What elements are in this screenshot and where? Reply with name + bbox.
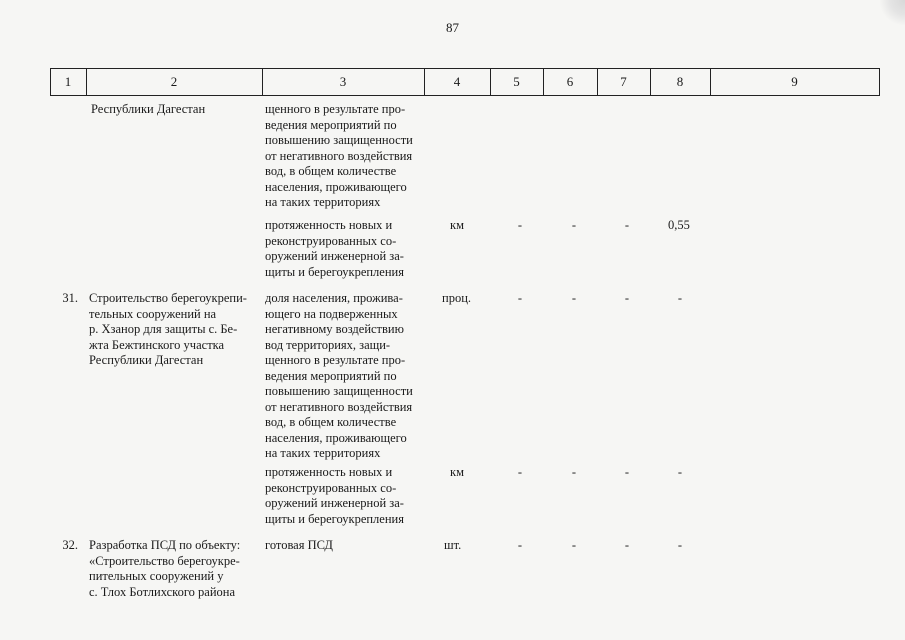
row-number: 32. <box>62 538 78 552</box>
row-name: Разработка ПСД по объекту: «Строительство берегоукре- пительных сооружений у с. Тлох Ботлихского района <box>89 538 241 599</box>
value-cell: - <box>624 538 630 552</box>
value-cell: - <box>517 465 523 479</box>
row-name: Республики Дагестан <box>91 102 206 116</box>
value-cell: - <box>517 291 523 305</box>
indicator-text: доля населения, прожива- ющего на подверженных негативному воздействию вод территориях, защи- щенного в результате про- ведения мероприятий по повышению защищенности от негативного воздействия вод, в общем количестве населения, проживающего на таких территориях <box>265 291 413 460</box>
value-cell: - <box>571 465 577 479</box>
unit-cell: шт. <box>444 538 462 552</box>
header-col-5: 5 <box>513 74 520 89</box>
unit-cell: км <box>450 218 464 232</box>
header-bottom-border <box>50 95 880 96</box>
value-cell: - <box>517 538 523 552</box>
header-col-1: 1 <box>64 74 72 89</box>
header-col-6: 6 <box>566 74 574 89</box>
value-cell: - <box>624 218 630 232</box>
value-cell: 0,55 <box>668 218 690 232</box>
value-cell: - <box>677 291 683 305</box>
header-col-2: 2 <box>170 74 178 89</box>
indicator-text: протяженность новых и реконструированных со- оружений инженерной за- щиты и берегоукрепления <box>265 465 404 526</box>
indicator-text: готовая ПСД <box>265 538 333 552</box>
header-col-8: 8 <box>676 74 684 89</box>
header-top-border <box>50 68 880 69</box>
row-number: 31. <box>62 291 78 305</box>
header-col-4: 4 <box>453 74 461 89</box>
header-col-9: 9 <box>791 74 798 89</box>
unit-cell: км <box>450 465 464 479</box>
page-number: 87 <box>446 20 459 35</box>
value-cell: - <box>624 291 630 305</box>
value-cell: - <box>677 538 683 552</box>
value-cell: - <box>571 538 577 552</box>
value-cell: - <box>517 218 523 232</box>
value-cell: - <box>624 465 630 479</box>
value-cell: - <box>571 218 577 232</box>
header-col-3: 3 <box>339 74 347 89</box>
row-name: Строительство берегоукрепи- тельных сооружений на р. Хзанор для защиты с. Бе- жта Бежтинского участка Республики Дагестан <box>89 291 247 367</box>
header-divider <box>879 68 880 96</box>
indicator-text: щенного в результате про- ведения мероприятий по повышению защищенности от негативного воздействия вод, в общем количестве населения, проживающего на таких территориях <box>265 102 413 209</box>
value-cell: - <box>677 465 683 479</box>
header-col-7: 7 <box>620 74 627 89</box>
unit-cell: проц. <box>442 291 472 305</box>
value-cell: - <box>571 291 577 305</box>
indicator-text: протяженность новых и реконструированных со- оружений инженерной за- щиты и берегоукрепления <box>265 218 404 279</box>
